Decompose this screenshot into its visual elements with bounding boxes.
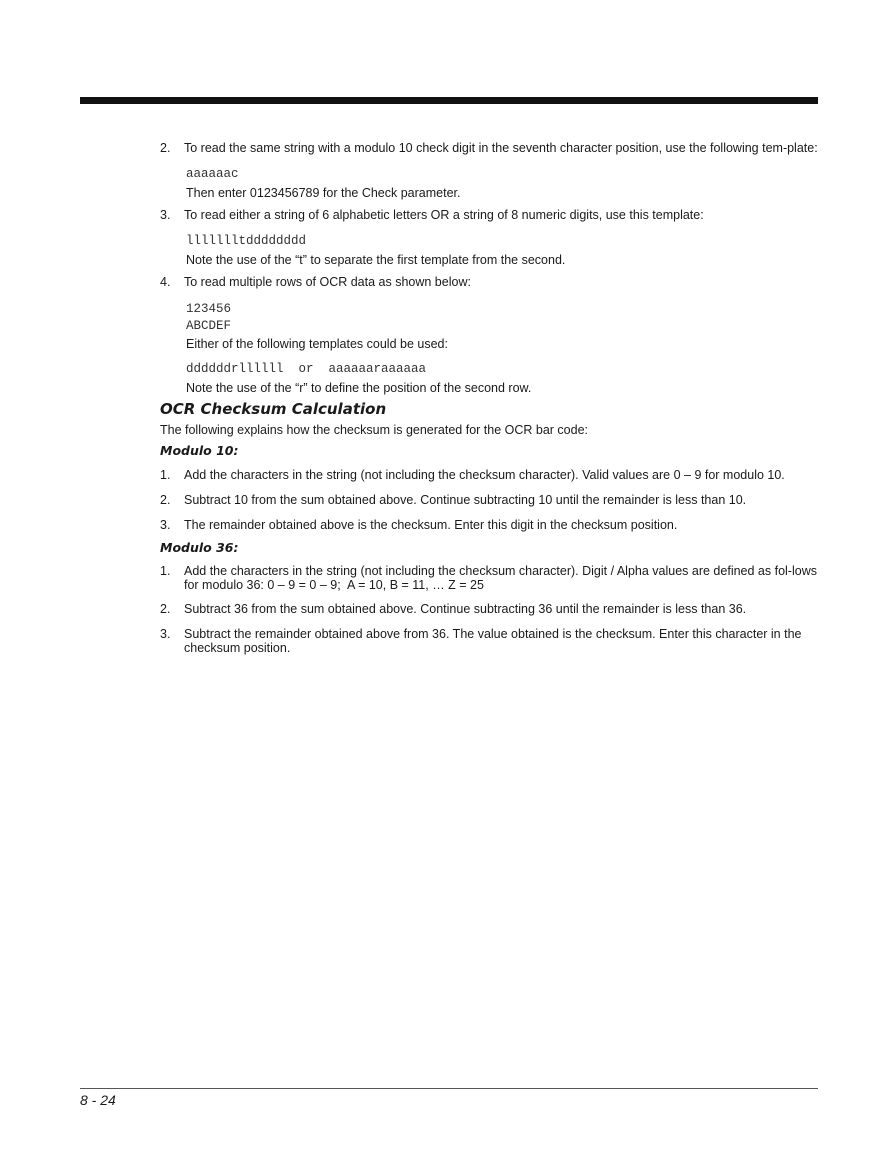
note-text: Note the use of the “r” to define the position of the second row. <box>186 381 532 395</box>
list-item-text: Add the characters in the string (not including the checksum character). Digit / Alpha values are defined as fol-lows for modulo 36: 0 – 9 = 0 – 9; A = 10, B = 11, … Z = 25 <box>184 564 821 592</box>
list-item-number: 4. <box>160 275 171 289</box>
list-item-text: To read multiple rows of OCR data as shown below: <box>184 275 471 289</box>
code-templates: ddddddrllllll or aaaaaaraaaaaa <box>186 362 427 376</box>
code-example: ABCDEF <box>186 319 232 333</box>
list-item-number: 3. <box>160 518 171 532</box>
list-item-text: Add the characters in the string (not including the checksum character). Valid values are 0 – 9 for modulo 10. <box>184 468 785 482</box>
section-intro: The following explains how the checksum is generated for the OCR bar code: <box>160 423 589 437</box>
header-rule <box>80 97 818 104</box>
list-item <box>160 208 818 222</box>
section-heading: OCR Checksum Calculation <box>160 400 387 418</box>
page-content <box>160 141 821 655</box>
list-item-text: To read the same string with a modulo 10 check digit in the seventh character position, use the following tem-plate: <box>184 141 818 155</box>
page-number: 8 - 24 <box>80 1092 116 1108</box>
list-item-text: The remainder obtained above is the checksum. Enter this digit in the checksum position. <box>184 518 678 532</box>
list-item <box>160 493 818 507</box>
subsection-heading: Modulo 10: <box>160 443 239 458</box>
list-item-number: 2. <box>160 493 171 507</box>
list-item <box>160 602 818 616</box>
list-item <box>160 518 818 532</box>
list-item-text: To read either a string of 6 alphabetic letters OR a string of 8 numeric digits, use this template: <box>184 208 704 222</box>
list-item-number: 2. <box>160 602 171 616</box>
list-item-number: 1. <box>160 468 171 482</box>
list-item-number: 3. <box>160 208 171 222</box>
code-example: llllllltdddddddd <box>186 234 307 248</box>
note-text: Then enter 0123456789 for the Check parameter. <box>186 186 461 200</box>
note-text: Note the use of the “t” to separate the first template from the second. <box>186 253 566 267</box>
note-text: Either of the following templates could be used: <box>186 337 448 351</box>
list-item-text: Subtract the remainder obtained above from 36. The value obtained is the checksum. Enter this character in the checksum position. <box>184 627 802 655</box>
list-item-number: 2. <box>160 141 171 155</box>
code-example: aaaaaac <box>186 167 239 181</box>
list-item-number: 1. <box>160 564 171 578</box>
list-item <box>160 468 818 482</box>
list-item <box>160 275 818 289</box>
footer-rule <box>80 1088 818 1089</box>
list-item-text: Subtract 36 from the sum obtained above. Continue subtracting 36 until the remainder is less than 36. <box>184 602 747 616</box>
list-item-text: Subtract 10 from the sum obtained above. Continue subtracting 10 until the remainder is less than 10. <box>184 493 747 507</box>
list-item <box>160 141 818 155</box>
subsection-heading: Modulo 36: <box>160 540 239 555</box>
list-item <box>160 564 821 592</box>
list-item-number: 3. <box>160 627 171 641</box>
list-item <box>160 627 818 655</box>
code-example: 123456 <box>186 302 232 316</box>
